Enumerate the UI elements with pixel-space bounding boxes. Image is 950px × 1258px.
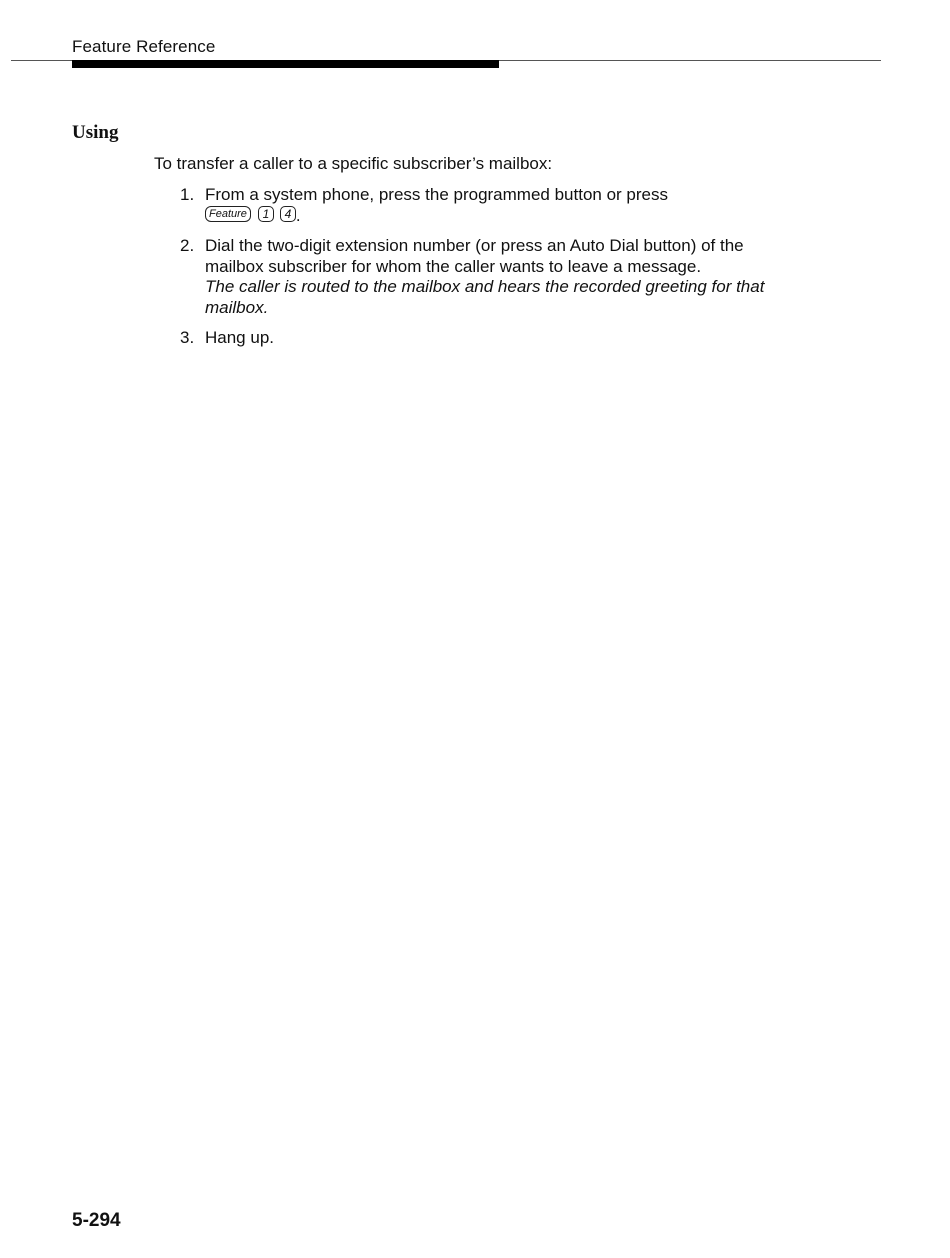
section-heading: Using: [72, 122, 119, 143]
feature-key-icon: Feature: [205, 206, 251, 222]
step-number: 2.: [180, 236, 195, 255]
step-3: [154, 328, 794, 349]
step-text: Dial the two-digit extension number (or press an Auto Dial button) of the mailbox subscriber for whom the caller wants to leave a message.: [205, 236, 744, 276]
step-2: [154, 236, 794, 318]
intro-text: To transfer a caller to a specific subscriber’s mailbox:: [154, 154, 553, 173]
digit-key-icon: 1: [258, 206, 274, 222]
step-text: Hang up.: [205, 328, 274, 347]
step-number: 1.: [180, 185, 195, 204]
running-head: Feature Reference: [72, 37, 216, 56]
key-sequence-period: .: [295, 205, 301, 225]
step-number: 3.: [180, 328, 195, 347]
digit-key-icon: 4: [280, 206, 296, 222]
header-rule-thick: [72, 60, 499, 68]
step-1: [154, 185, 794, 226]
key-sequence: [205, 206, 794, 227]
step-text: From a system phone, press the programmed button or press: [205, 185, 668, 204]
page-number: 5-294: [72, 1210, 121, 1231]
step-result: The caller is routed to the mailbox and hears the recorded greeting for that mailbox.: [205, 277, 765, 317]
steps-list: [154, 185, 794, 359]
